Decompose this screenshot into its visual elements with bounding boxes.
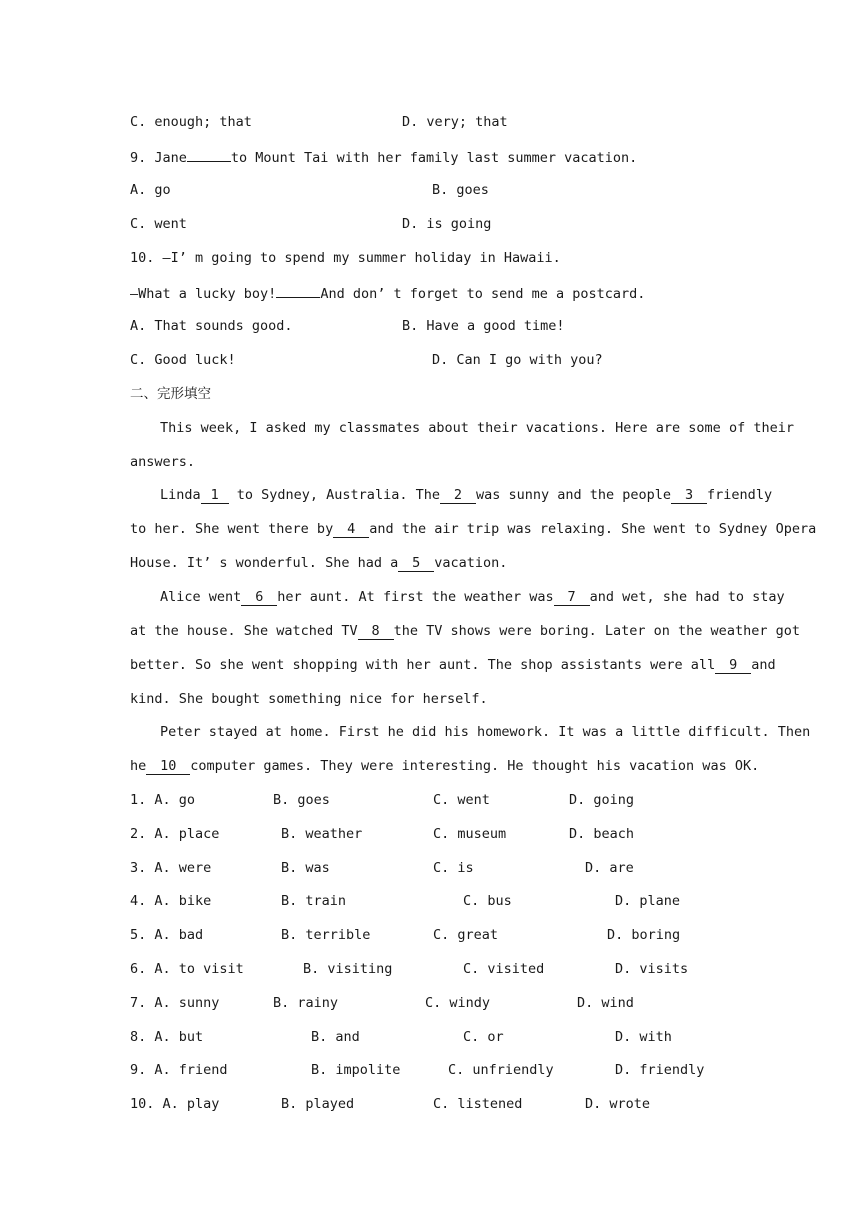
question-9-stem: 9. Jane to Mount Tai with her family last summer vacation.: [130, 146, 740, 166]
option-c: C. went: [433, 792, 490, 808]
option-d: D. are: [585, 860, 634, 876]
option-c: C. listened: [433, 1096, 523, 1112]
option-b: B. impolite: [311, 1062, 401, 1078]
prev-question-options: [130, 112, 740, 132]
option-a: 3. A. were: [130, 860, 212, 876]
option-c: C. visited: [463, 961, 545, 977]
options-row-4: [130, 891, 740, 911]
option-c: C. museum: [433, 826, 507, 842]
passage-paragraph-1-line-1: This week, I asked my classmates about their vacations. Here are some of their: [160, 420, 794, 436]
blank-number: 10: [146, 758, 190, 775]
question-10-line-1: 10. —I’ m going to spend my summer holiday in Hawaii.: [130, 250, 561, 266]
options-row-1: [130, 790, 740, 810]
option-a: 2. A. place: [130, 826, 220, 842]
option-b: B. terrible: [281, 927, 371, 943]
option-a: 8. A. but: [130, 1029, 204, 1045]
passage-paragraph-3-line-3: better. So she went shopping with her aunt. The shop assistants were all 9 and: [130, 657, 776, 673]
options-row-9: [130, 1060, 740, 1080]
option-c: C. bus: [463, 893, 512, 909]
option-c: C. unfriendly: [448, 1062, 554, 1078]
passage-paragraph-3-line-4: kind. She bought something nice for herself.: [130, 691, 488, 707]
option-a: 5. A. bad: [130, 927, 204, 943]
option-d: D. boring: [607, 927, 681, 943]
question-10-options-cd: [130, 350, 740, 370]
blank-number: 3: [671, 487, 707, 504]
option-c: C. enough; that: [130, 114, 252, 130]
option-a: 9. A. friend: [130, 1062, 228, 1078]
blank-number: 4: [333, 521, 369, 538]
option-c: C. great: [433, 927, 499, 943]
option-c: C. went: [130, 216, 187, 232]
question-9-options-ab: [130, 180, 740, 200]
blank-number: 5: [398, 555, 434, 572]
blank-number: 2: [440, 487, 476, 504]
question-10-line-2: —What a lucky boy! And don’ t forget to send me a postcard.: [130, 282, 740, 302]
option-a: 10. A. play: [130, 1096, 220, 1112]
option-d: D. very; that: [402, 114, 508, 130]
question-10-options-ab: [130, 316, 740, 336]
option-c: C. or: [463, 1029, 504, 1045]
blank-number: 6: [241, 589, 277, 606]
passage-paragraph-2-line-2: to her. She went there by 4 and the air trip was relaxing. She went to Sydney Opera: [130, 521, 817, 537]
option-d: D. Can I go with you?: [432, 352, 603, 368]
options-row-3: [130, 858, 740, 878]
passage-paragraph-3-line-1: Alice went 6 her aunt. At first the weather was 7 and wet, she had to stay: [160, 589, 785, 605]
passage-paragraph-3-line-2: at the house. She watched TV 8 the TV shows were boring. Later on the weather got: [130, 623, 800, 639]
option-b: B. and: [311, 1029, 360, 1045]
option-b: B. train: [281, 893, 347, 909]
answer-blank: [187, 146, 231, 162]
option-d: D. plane: [615, 893, 681, 909]
option-a: 7. A. sunny: [130, 995, 220, 1011]
section-title: 二、完形填空: [130, 386, 211, 402]
passage-paragraph-4-line-1: Peter stayed at home. First he did his homework. It was a little difficult. Then: [160, 724, 811, 740]
option-d: D. wind: [577, 995, 634, 1011]
options-row-6: [130, 959, 740, 979]
passage-paragraph-2-line-1: Linda 1 to Sydney, Australia. The 2 was sunny and the people 3 friendly: [160, 487, 773, 503]
option-d: D. wrote: [585, 1096, 651, 1112]
option-b: B. Have a good time!: [402, 318, 565, 334]
options-row-2: [130, 824, 740, 844]
answer-blank: [276, 282, 320, 298]
passage-paragraph-4-line-2: he 10 computer games. They were interesting. He thought his vacation was OK.: [130, 758, 760, 774]
option-b: B. rainy: [273, 995, 339, 1011]
blank-number: 8: [358, 623, 394, 640]
options-row-5: [130, 925, 740, 945]
blank-number: 7: [554, 589, 590, 606]
option-a: 4. A. bike: [130, 893, 212, 909]
option-d: D. is going: [402, 216, 492, 232]
option-d: D. beach: [569, 826, 635, 842]
option-d: D. friendly: [615, 1062, 705, 1078]
option-b: B. goes: [432, 182, 489, 198]
option-a: 6. A. to visit: [130, 961, 244, 977]
options-row-8: [130, 1027, 740, 1047]
options-row-10: [130, 1094, 740, 1114]
option-a: A. go: [130, 182, 171, 198]
passage-paragraph-2-line-3: House. It’ s wonderful. She had a 5 vacation.: [130, 555, 508, 571]
option-c: C. windy: [425, 995, 491, 1011]
option-c: C. Good luck!: [130, 352, 236, 368]
option-b: B. was: [281, 860, 330, 876]
option-a: 1. A. go: [130, 792, 196, 808]
blank-number: 9: [715, 657, 751, 674]
option-c: C. is: [433, 860, 474, 876]
option-b: B. goes: [273, 792, 330, 808]
option-b: B. played: [281, 1096, 355, 1112]
passage-paragraph-1-line-2: answers.: [130, 454, 196, 470]
option-d: D. visits: [615, 961, 689, 977]
option-d: D. going: [569, 792, 635, 808]
option-d: D. with: [615, 1029, 672, 1045]
option-b: B. visiting: [303, 961, 393, 977]
question-9-options-cd: [130, 214, 740, 234]
blank-number: 1: [201, 487, 229, 504]
option-b: B. weather: [281, 826, 363, 842]
option-a: A. That sounds good.: [130, 318, 293, 334]
options-row-7: [130, 993, 740, 1013]
